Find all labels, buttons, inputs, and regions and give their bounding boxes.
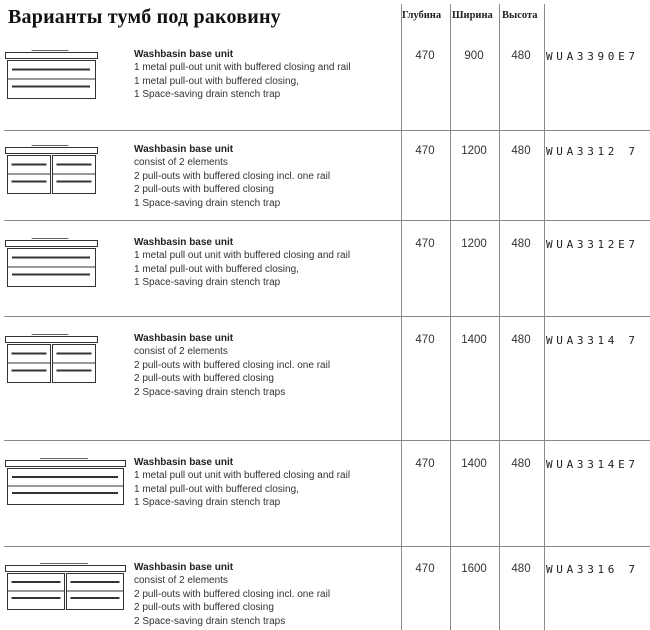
article-code-char: W [546,145,553,158]
cabinet-drawing-icon [4,236,100,293]
product-description [134,332,330,399]
description-line: 1 Space-saving drain stench trap [134,497,281,509]
article-code-char: 1 [597,145,605,158]
article-code-char: U [556,238,563,251]
height-value: 480 [511,145,531,157]
description-line: 1 metal pull out unit with buffered closing and rail [134,250,351,262]
article-code-char: 3 [576,50,584,63]
description-line: 2 pull-outs with buffered closing incl. one rail [134,588,331,600]
article-code-char: 3 [587,145,594,158]
description-line: 2 pull-outs with buffered closing incl. one rail [134,170,331,182]
article-code-char: 3 [587,50,594,63]
column-divider [499,4,500,630]
product-description [134,236,350,290]
article-code [546,238,639,251]
header-depth: Глубина [402,10,442,21]
article-code-char: 7 [628,563,635,576]
article-code-char: 6 [607,563,615,576]
article-code-char: 1 [597,458,605,471]
article-code-char: 7 [628,334,635,347]
article-code-char: 3 [576,238,584,251]
row-divider [4,316,650,317]
article-code-char: W [546,238,553,251]
height-value: 480 [511,238,531,250]
description-line: 2 Space-saving drain stench traps [134,386,286,398]
article-code [546,50,639,63]
article-code [546,458,639,471]
article-code-char: E [618,50,625,63]
article-code-char: 1 [597,334,605,347]
product-description [134,143,330,210]
height-value: 480 [511,334,531,346]
product-name: Washbasin base unit [134,333,234,344]
article-code-char: 3 [587,563,594,576]
article-code-char: 7 [628,238,635,251]
article-code [546,563,639,576]
article-code-char: W [546,334,553,347]
article-code-char: E [618,458,625,471]
product-description [134,561,330,628]
description-line: 2 pull-outs with buffered closing incl. one rail [134,359,331,371]
description-line: 1 metal pull out unit with buffered closing and rail [134,470,351,482]
article-code-char: 1 [597,563,605,576]
row-divider [4,440,650,441]
article-code-char: 2 [607,238,615,251]
height-value: 480 [511,50,531,62]
article-code-char: 7 [628,145,635,158]
article-code-char: 9 [597,50,605,63]
depth-value: 470 [415,563,435,575]
article-code [546,145,639,158]
article-code-char: 3 [587,238,594,251]
product-name: Washbasin base unit [134,237,234,248]
article-code-char: A [566,458,574,471]
article-code-char: 4 [607,334,615,347]
article-code-char: U [556,145,563,158]
description-line: 2 pull-outs with buffered closing [134,373,274,385]
article-code-char: U [556,563,563,576]
article-code-char: W [546,50,553,63]
product-description [134,456,350,510]
article-code-char: A [566,334,574,347]
article-code-char: 7 [628,458,635,471]
article-code-char: W [546,563,553,576]
article-code-char: 7 [628,50,635,63]
article-code-char: A [566,145,574,158]
article-code-char: E [618,238,625,251]
description-line: 1 metal pull-out with buffered closing, [134,483,299,495]
depth-value: 470 [415,238,435,250]
page-title: Варианты тумб под раковину [8,6,281,28]
article-code [546,334,639,347]
product-name: Washbasin base unit [134,562,234,573]
description-line: 2 pull-outs with buffered closing [134,602,274,614]
row-divider [4,130,650,131]
description-line: 1 metal pull-out with buffered closing, [134,263,299,275]
article-code-char: 3 [587,334,594,347]
article-code-char: 3 [576,145,584,158]
description-line: 1 Space-saving drain stench trap [134,89,281,101]
article-code-char: U [556,458,563,471]
article-code-char: 3 [576,334,584,347]
header-width: Ширина [452,10,493,21]
product-name: Washbasin base unit [134,457,234,468]
article-code-char: U [556,334,563,347]
article-code-char: 4 [607,458,615,471]
cabinet-drawing-icon [4,48,100,105]
width-value: 1600 [461,563,487,575]
width-value: 1200 [461,145,487,157]
description-line: consist of 2 elements [134,575,228,587]
height-value: 480 [511,563,531,575]
article-code-char: 1 [597,238,605,251]
column-divider [401,4,402,630]
article-code-char: A [566,238,574,251]
depth-value: 470 [415,145,435,157]
depth-value: 470 [415,50,435,62]
article-code-char: A [566,50,574,63]
width-value: 1400 [461,334,487,346]
row-divider [4,220,650,221]
article-code-char: U [556,50,563,63]
article-code-char: 2 [607,145,615,158]
column-divider [544,4,545,630]
description-line: 2 Space-saving drain stench traps [134,615,286,627]
description-line: 1 Space-saving drain stench trap [134,277,281,289]
cabinet-drawing-icon [4,332,100,389]
article-code-char: W [546,458,553,471]
width-value: 900 [464,50,484,62]
depth-value: 470 [415,458,435,470]
article-code-char: 3 [587,458,594,471]
description-line: 1 metal pull-out unit with buffered closing and rail [134,62,351,74]
depth-value: 470 [415,334,435,346]
cabinet-drawing-icon [4,456,128,511]
product-name: Washbasin base unit [134,144,234,155]
product-description [134,48,351,102]
description-line: 1 metal pull-out with buffered closing, [134,75,299,87]
article-code-char: 0 [607,50,615,63]
cabinet-drawing-icon [4,561,128,616]
article-code-char: A [566,563,574,576]
description-line: 1 Space-saving drain stench trap [134,197,281,209]
description-line: consist of 2 elements [134,346,228,358]
column-divider [450,4,451,630]
row-divider [4,546,650,547]
description-line: 2 pull-outs with buffered closing [134,184,274,196]
height-value: 480 [511,458,531,470]
article-code-char: 3 [576,563,584,576]
cabinet-drawing-icon [4,143,100,200]
product-name: Washbasin base unit [134,49,234,60]
width-value: 1200 [461,238,487,250]
header-height: Высота [502,10,538,21]
article-code-char: 3 [576,458,584,471]
description-line: consist of 2 elements [134,157,228,169]
width-value: 1400 [461,458,487,470]
